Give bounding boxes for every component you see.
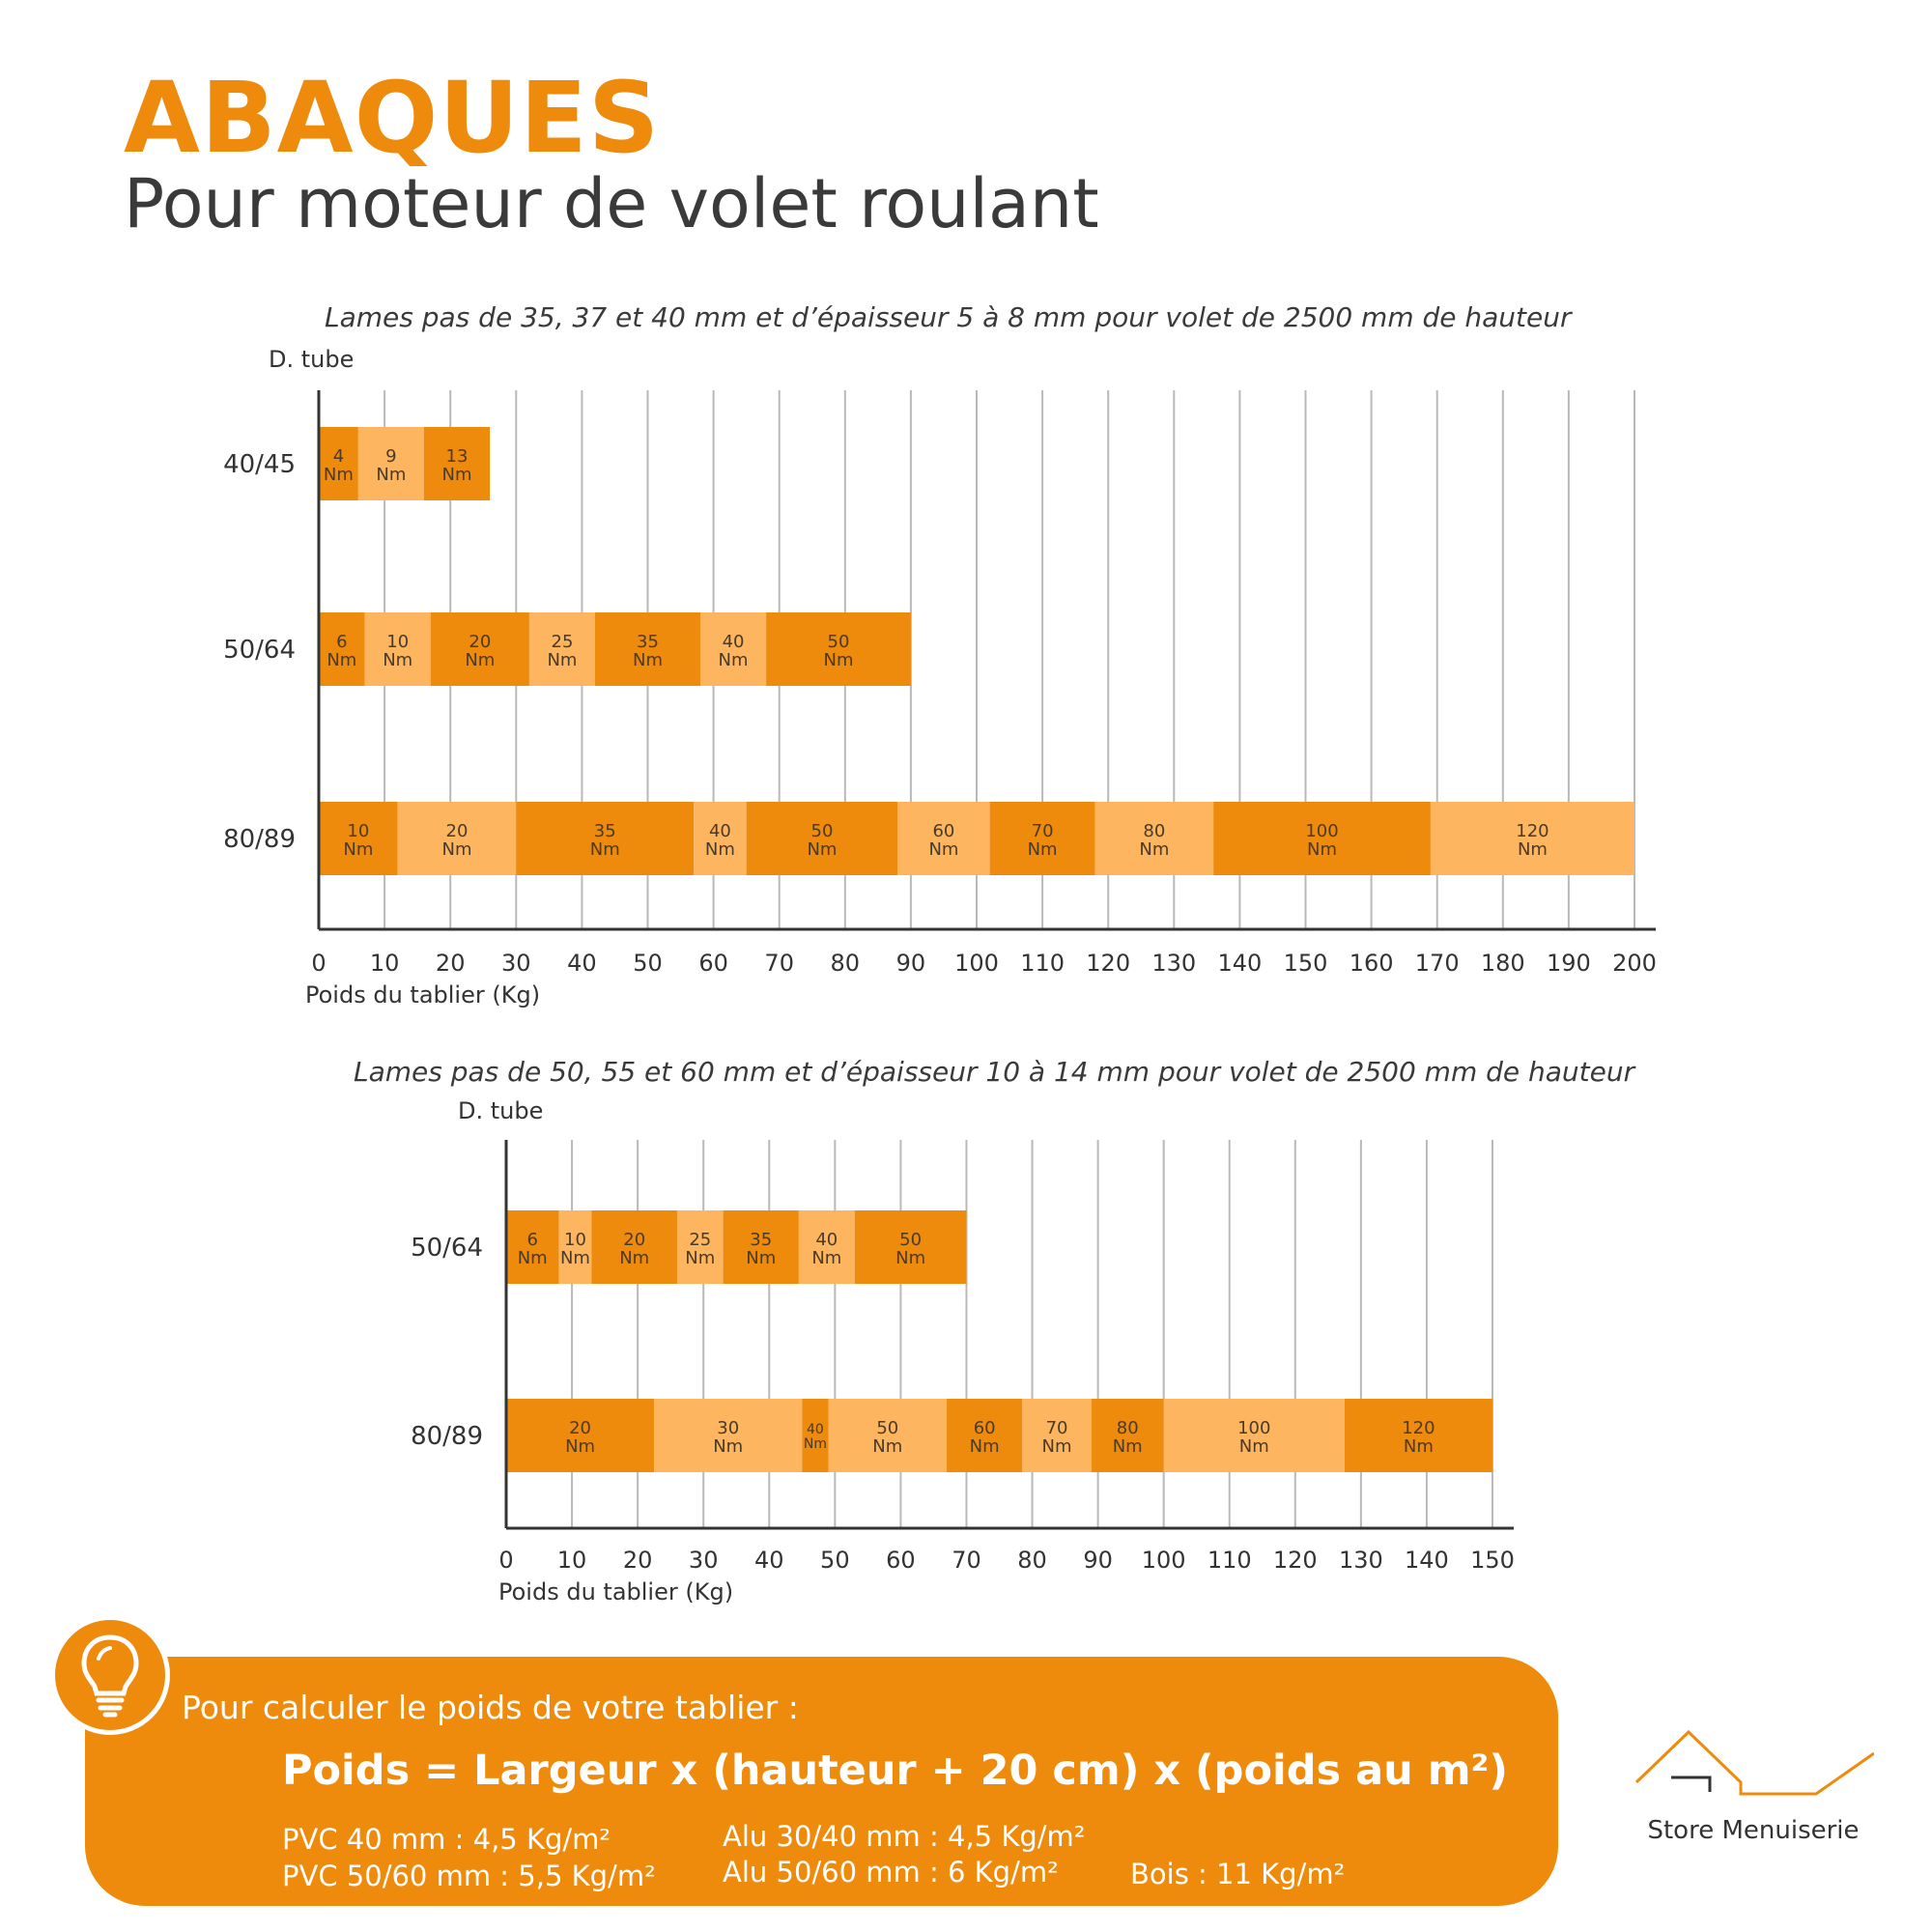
chart2-tick-label: 130 — [1338, 1547, 1383, 1574]
chart2-torque-unit: Nm — [517, 1248, 548, 1268]
chart2-torque-value: 120 — [1402, 1418, 1435, 1438]
lightbulb-icon — [55, 1620, 165, 1730]
chart2-torque-unit: Nm — [685, 1248, 716, 1268]
chart1-torque-value: 9 — [385, 446, 397, 467]
chart1-tick-label: 10 — [369, 950, 400, 977]
chart1-torque-unit: Nm — [928, 839, 959, 860]
chart2-tick-label: 80 — [1017, 1547, 1047, 1574]
chart1-x-axis-title: Poids du tablier (Kg) — [305, 981, 541, 1009]
chart2-torque-unit: Nm — [1112, 1436, 1143, 1457]
chart2-row-label: 80/89 — [411, 1422, 483, 1451]
chart1-torque-unit: Nm — [807, 839, 838, 860]
chart2-tick-label: 10 — [556, 1547, 587, 1574]
chart2-tick-label: 50 — [820, 1547, 850, 1574]
tip-intro: Pour calculer le poids de votre tablier : — [182, 1689, 799, 1726]
brand-name: Store Menuiserie — [1647, 1816, 1860, 1845]
chart1-torque-value: 80 — [1143, 821, 1166, 841]
chart1-torque-value: 50 — [810, 821, 834, 841]
chart1-torque-value: 13 — [445, 446, 469, 467]
chart1-tick-label: 140 — [1217, 950, 1263, 977]
chart1-torque-value: 4 — [332, 446, 345, 467]
chart2-torque-value: 50 — [876, 1418, 899, 1438]
chart1-torque-value: 100 — [1305, 821, 1339, 841]
chart1-torque-value: 120 — [1516, 821, 1549, 841]
chart1-torque-unit: Nm — [343, 839, 374, 860]
chart1-tick-label: 40 — [567, 950, 597, 977]
chart2-tick-label: 20 — [622, 1547, 653, 1574]
tip-alu5060: Alu 50/60 mm : 6 Kg/m² — [723, 1856, 1059, 1889]
tip-alu3040: Alu 30/40 mm : 4,5 Kg/m² — [723, 1820, 1086, 1853]
chart1-y-axis-title: D. tube — [269, 346, 355, 373]
chart1-torque-unit: Nm — [441, 465, 472, 485]
chart2-torque-value: 40 — [815, 1230, 838, 1250]
chart1-tick-label: 30 — [501, 950, 531, 977]
chart1-torque-unit: Nm — [376, 465, 407, 485]
chart1-tick-label: 120 — [1086, 950, 1131, 977]
chart2-tick-label: 140 — [1405, 1547, 1449, 1574]
tip-formula: Poids = Largeur x (hauteur + 20 cm) x (poids au m²) — [282, 1747, 1508, 1795]
chart2-y-axis-title: D. tube — [458, 1097, 544, 1124]
tip-pvc40: PVC 40 mm : 4,5 Kg/m² — [282, 1823, 611, 1856]
chart2-torque-value: 25 — [689, 1230, 712, 1250]
chart1-torque-unit: Nm — [1517, 839, 1548, 860]
chart1-torque-value: 35 — [593, 821, 616, 841]
chart1-tick-label: 70 — [764, 950, 794, 977]
chart1-torque-value: 10 — [386, 632, 410, 652]
chart1-torque-value: 50 — [827, 632, 850, 652]
chart1-row-label: 40/45 — [223, 450, 296, 479]
chart1-torque-unit: Nm — [383, 650, 413, 670]
chart1-tick-label: 50 — [633, 950, 663, 977]
chart1-tick-label: 180 — [1480, 950, 1525, 977]
chart1-torque-unit: Nm — [1307, 839, 1338, 860]
chart1-tick-label: 80 — [830, 950, 861, 977]
chart1-tick-label: 170 — [1414, 950, 1460, 977]
chart2-torque-unit: Nm — [895, 1248, 926, 1268]
chart1-torque-value: 60 — [932, 821, 955, 841]
chart1-torque-unit: Nm — [327, 650, 357, 670]
chart1-torque-value: 10 — [347, 821, 370, 841]
chart1-tick-label: 0 — [311, 950, 327, 977]
chart1-torque-unit: Nm — [323, 465, 354, 485]
chart2-torque-value: 30 — [717, 1418, 740, 1438]
chart2-tick-label: 90 — [1083, 1547, 1113, 1574]
chart2-torque-value: 20 — [569, 1418, 592, 1438]
chart2-torque-unit: Nm — [811, 1248, 842, 1268]
chart1-torque-unit: Nm — [465, 650, 496, 670]
chart1-torque-value: 35 — [637, 632, 659, 652]
chart1-tick-label: 60 — [698, 950, 728, 977]
chart2-torque-value: 100 — [1237, 1418, 1271, 1438]
chart2-tick-label: 110 — [1207, 1547, 1252, 1574]
chart2-torque-unit: Nm — [713, 1436, 744, 1457]
chart1-torque-unit: Nm — [704, 839, 735, 860]
chart2-torque-unit: Nm — [803, 1436, 827, 1452]
tip-bois: Bois : 11 Kg/m² — [1130, 1858, 1346, 1890]
chart2-tick-label: 150 — [1470, 1547, 1515, 1574]
page-subtitle: Pour moteur de volet roulant — [124, 164, 1099, 243]
chart2-torque-value: 50 — [899, 1230, 923, 1250]
chart1-tick-label: 190 — [1546, 950, 1591, 977]
chart1-tick-label: 110 — [1020, 950, 1065, 977]
chart1-tick-label: 20 — [435, 950, 466, 977]
chart1-torque-unit: Nm — [823, 650, 854, 670]
chart1-torque-value: 20 — [469, 632, 492, 652]
chart2-tick-label: 0 — [498, 1547, 514, 1574]
chart2-torque-unit: Nm — [969, 1436, 1000, 1457]
chart2-tick-label: 60 — [886, 1547, 916, 1574]
chart1-tick-label: 90 — [895, 950, 926, 977]
chart2-torque-unit: Nm — [1403, 1436, 1434, 1457]
chart1-torque-value: 20 — [445, 821, 469, 841]
chart2-row-label: 50/64 — [411, 1234, 483, 1263]
chart2-tick-label: 40 — [753, 1547, 784, 1574]
lightbulb-badge — [50, 1615, 170, 1735]
chart2-x-axis-title: Poids du tablier (Kg) — [498, 1578, 734, 1605]
chart1-torque-unit: Nm — [718, 650, 749, 670]
chart2-torque-value: 60 — [973, 1418, 996, 1438]
chart2-torque-value: 10 — [564, 1230, 586, 1250]
chart2-torque-unit: Nm — [872, 1436, 903, 1457]
chart2-title: Lames pas de 50, 55 et 60 mm et d’épaisseur 10 à 14 mm pour volet de 2500 mm de hauteur — [354, 1056, 1635, 1088]
chart2-torque-unit: Nm — [619, 1248, 650, 1268]
chart1-tick-label: 160 — [1349, 950, 1394, 977]
chart2-torque-value: 40 — [806, 1422, 824, 1437]
chart1-tick-label: 130 — [1151, 950, 1197, 977]
chart2-tick-label: 100 — [1141, 1547, 1186, 1574]
chart1-row-label: 80/89 — [223, 825, 296, 854]
chart2-torque-value: 80 — [1116, 1418, 1139, 1438]
chart2-torque-value: 20 — [623, 1230, 646, 1250]
chart1-tick-label: 150 — [1283, 950, 1328, 977]
chart1-torque-value: 25 — [551, 632, 574, 652]
chart1-torque-unit: Nm — [633, 650, 663, 670]
chart1-torque-value: 40 — [708, 821, 731, 841]
chart1-torque-unit: Nm — [589, 839, 620, 860]
chart2-torque-value: 35 — [750, 1230, 773, 1250]
chart1-title: Lames pas de 35, 37 et 40 mm et d’épaisseur 5 à 8 mm pour volet de 2500 mm de hauteur — [325, 301, 1572, 333]
chart1-torque-unit: Nm — [441, 839, 472, 860]
chart2-torque-unit: Nm — [565, 1436, 596, 1457]
tip-pvc5060: PVC 50/60 mm : 5,5 Kg/m² — [282, 1860, 656, 1892]
page-title: ABAQUES — [124, 61, 661, 176]
chart1-torque-value: 40 — [722, 632, 745, 652]
chart1-tick-label: 200 — [1612, 950, 1657, 977]
chart2-torque-value: 6 — [526, 1230, 538, 1250]
chart1-torque-unit: Nm — [547, 650, 578, 670]
chart2-torque-unit: Nm — [559, 1248, 590, 1268]
chart2-tick-label: 30 — [688, 1547, 719, 1574]
chart2-tick-label: 70 — [952, 1547, 981, 1574]
chart2-torque-unit: Nm — [1238, 1436, 1269, 1457]
chart2-torque-unit: Nm — [1041, 1436, 1072, 1457]
chart2-tick-label: 120 — [1272, 1547, 1318, 1574]
chart1-torque-unit: Nm — [1027, 839, 1058, 860]
chart1-row-label: 50/64 — [223, 636, 296, 665]
chart1-torque-unit: Nm — [1139, 839, 1170, 860]
chart1-tick-label: 100 — [954, 950, 999, 977]
chart1-torque-value: 6 — [336, 632, 348, 652]
chart2-torque-unit: Nm — [746, 1248, 777, 1268]
chart2-torque-value: 70 — [1045, 1418, 1068, 1438]
chart1-torque-value: 70 — [1031, 821, 1054, 841]
